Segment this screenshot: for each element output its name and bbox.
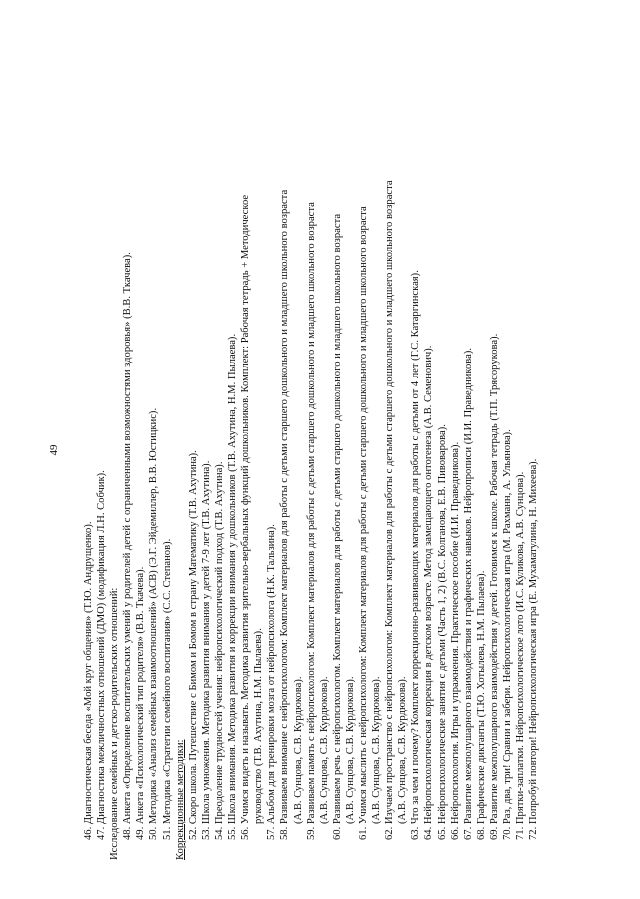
- list-item: 64. Нейропсихологическая коррекция в детском возрасте. Метод замещающего онтогенеза (А.В. Семенович).: [423, 345, 435, 840]
- list-item: (А.В. Сунцова, С.В. Курдюкова).: [292, 676, 304, 824]
- list-item: (А.В. Сунцова, С.В. Курдюкова).: [371, 676, 383, 824]
- list-item: 58. Развиваем внимание с нейропсихологом: Комплект материалов для работы с детьми старшего дошкольного и младшего школьного возраста: [279, 189, 291, 840]
- list-item: 62. Изучаем пространство с нейропсихологом: Комплект материалов для работы с детьми старшего дошкольного и младшего школьного возраста: [384, 180, 396, 840]
- list-item: 49. Анкета «Психологический тип родителя» (В.В. Ткачева).: [135, 566, 147, 840]
- list-item: 55. Школа внимания. Методика развития и коррекции внимания у дошкольников (Т.В. Ахутина, Н.М. Пылаева).: [227, 333, 239, 840]
- section-heading: Исследование семейных и детско-родительских отношений:: [109, 587, 121, 860]
- list-item: 50. Методика «Анализ семейных взаимоотношений» (АСВ) (Э.Г. Эйдемиллер, В.В. Юстицкис).: [148, 407, 160, 840]
- list-item: 51. Методика «Стратегии семейного воспитания» (С.С. Степанов).: [161, 538, 173, 840]
- list-item: 72. Попробуй повтори! Нейропсихологическая игра (Е. Мухаматулина, Н. Михеева).: [528, 458, 540, 840]
- list-item: 54. Преодоление трудностей учения: нейропсихологический подход (Т.В. Ахутина).: [213, 461, 225, 840]
- list-item: 48. Анкета «Определение воспитательских умений у родителей детей с ограниченными возможностями здоровья» (В.В. Ткачева).: [122, 252, 134, 840]
- text-lines: [82, 40, 540, 860]
- list-item: руководство (Т.В. Ахутина, Н.М. Пылаева).: [253, 628, 265, 824]
- list-item: 61. Учимся мыслить с нейропсихологом: Комплект материалов для работы с детьми старшего дошкольного и младшего школьного возраста: [357, 206, 369, 840]
- list-item: 59. Развиваем память с нейропсихологом: Комплект материалов для работы с детьми старшего дошкольного и младшего школьного возраста: [305, 202, 317, 840]
- list-item: 47. Диагностика межличностных отношений (ДМО) (модификация Л.Н. Собчик).: [96, 470, 108, 840]
- list-item: 46. Диагностическая беседа «Мой круг общения» (Т.Ю. Андрущенко).: [83, 521, 94, 840]
- list-item: 63. Что за чем и почему? Комплект коррекционно-развивающих материалов для работы с детьми от 4 лет (Г.С. Катаргинская).: [410, 270, 422, 840]
- list-item: (А.В. Сунцова, С.В. Курдюкова).: [318, 676, 330, 824]
- list-item: 65. Нейропсихологические занятия с детьми (Часть 1, 2) (В.С. Колганова, Е.В. Пивоварова).: [436, 424, 448, 840]
- list-item: (А.В. Сунцова, С.В. Курдюкова).: [344, 676, 356, 824]
- list-item: 69. Развитие межполушарного взаимодействия у детей. Готовимся к школе. Рабочая тетрадь (Т.П. Трясорукова).: [488, 333, 500, 840]
- list-item: 67. Развитие межполушарного взаимодействия и графических навыков. Нейропрописи (И.И. Праведникова).: [462, 348, 474, 840]
- list-item: 71. Прятки-заплатки. Нейропсихологическое лото (И.С. Куликова, А.В. Сунцова).: [515, 471, 527, 840]
- section-heading: Коррекционные методики:: [174, 739, 186, 860]
- list-item: 57. Альбом для тренировки мозга от нейропсихолога (Н.К. Тальзина).: [266, 524, 278, 840]
- page-number: 49: [48, 444, 60, 456]
- list-item: 60. Развиваем речь с нейропсихологом. Комплект материалов для работы с детьми старшего дошкольного и младшего школьного возраста: [331, 213, 343, 840]
- list-item: (А.В. Сунцова, С.В. Курдюкова).: [397, 676, 409, 824]
- list-item: 52. Скоро школа. Путешествие с Бимом и Бомом в страну Математику (Т.В. Ахутина).: [187, 450, 199, 840]
- list-item: 68. Графические диктанты (Т.Ю. Хотылева, Н.М. Пылаева).: [475, 570, 487, 840]
- list-item: 53. Школа умножения. Методика развития внимания у детей 7-9 лет (Т.В. Ахутина).: [200, 460, 212, 840]
- list-item: 70. Раз, два, три! Сравни и забери. Нейропсихологическая игра (М. Рахманн, А. Ульянова).: [502, 429, 513, 840]
- rotated-content: [48, 40, 588, 860]
- list-item: 66. Нейропсихология. Игры и упражнения. Практическое пособие (И.И. Праведникова).: [449, 441, 461, 840]
- list-item: 56. Учимся видеть и называть. Методика развития зрительно-вербальных функций дошкольников. Комплект: Рабочая тетрадь + Методическое: [240, 194, 252, 840]
